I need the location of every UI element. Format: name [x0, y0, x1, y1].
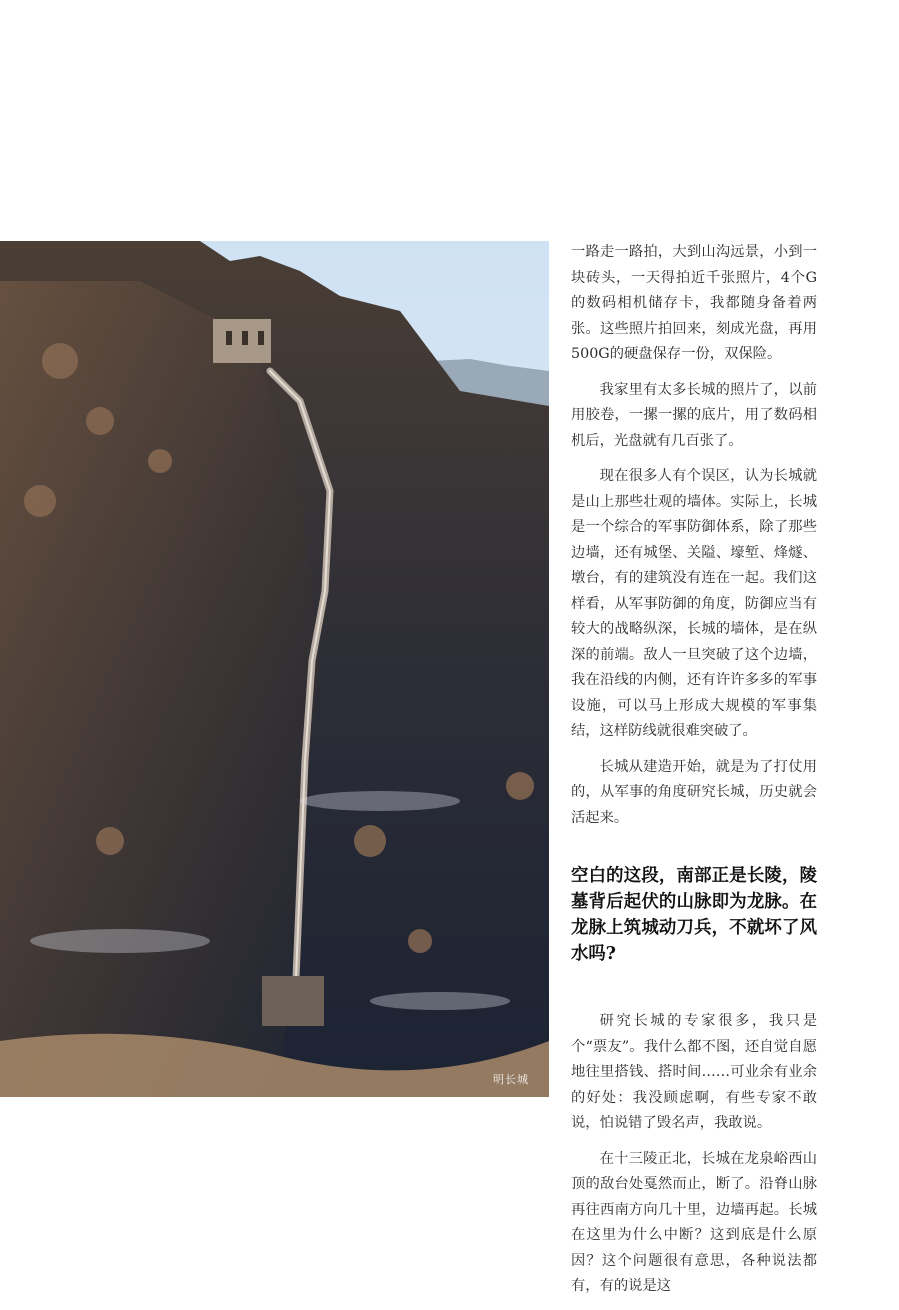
article-paragraph: 一路走一路拍，大到山沟远景，小到一块砖头，一天得拍近千张照片，4个G的数码相机储存卡，我都随身备着两张。这些照片拍回来，刻成光盘，再用500G的硬盘保存一份，双保险。	[571, 244, 817, 362]
article-paragraph: 长城从建造开始，就是为了打仗用的，从军事的角度研究长城，历史就会活起来。	[571, 758, 817, 826]
article-paragraph: 我家里有太多长城的照片了，以前用胶卷，一摞一摞的底片，用了数码相机后，光盘就有几百张了。	[571, 381, 817, 449]
article-paragraph: 在十三陵正北，长城在龙泉峪西山顶的敌台处戛然而止，断了。沿脊山脉再往西南方向几十里，边墙再起。长城在这里为什么中断？这到底是什么原因？这个问题很有意思，各种说法都有，有的说是这	[571, 1150, 817, 1294]
article-paragraph: 现在很多人有个误区，认为长城就是山上那些壮观的墙体。实际上，长城是一个综合的军事防御体系，除了那些边墙，还有城堡、关隘、壕堑、烽燧、墩台，有的建筑没有连在一起。我们这样看，从军事防御的角度，防御应当有较大的战略纵深，长城的墙体，是在纵深的前端。敌人一旦突破了这个边墙，我在沿线的内侧，还有许许多多的军事设施，可以马上形成大规模的军事集结，这样防线就很难突破了。	[571, 468, 817, 739]
photo-caption: 明长城	[493, 1073, 529, 1086]
pull-quote: 空白的这段，南部正是长陵，陵墓背后起伏的山脉即为龙脉。在龙脉上筑城动刀兵，不就坏了风水吗?	[571, 866, 817, 964]
great-wall-photo-icon	[0, 241, 549, 1097]
great-wall-photo	[0, 241, 549, 1097]
article-text-column	[571, 240, 817, 1310]
article-paragraph: 研究长城的专家很多，我只是个“票友”。我什么都不图，还自觉自愿地往里搭钱、搭时间……可业余有业余的好处：我没顾虑啊，有些专家不敢说，怕说错了毁名声，我敢说。	[571, 1013, 817, 1131]
